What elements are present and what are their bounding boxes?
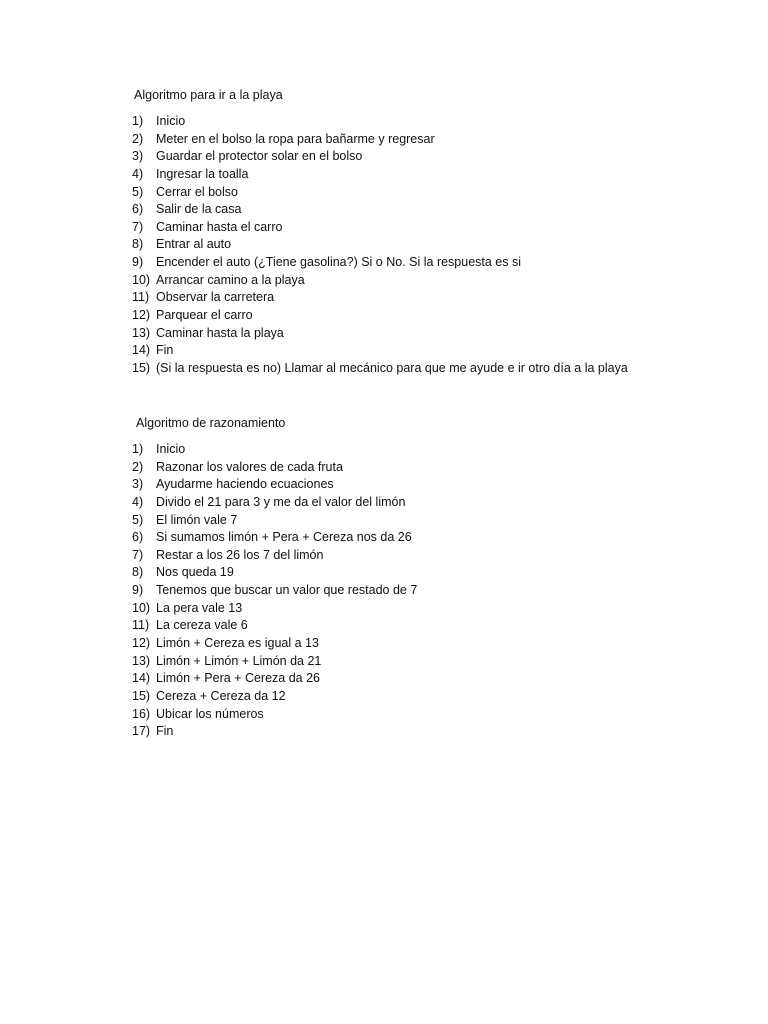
step-number: 1) <box>132 114 144 128</box>
step-text: Restar a los 26 los 7 del limón <box>156 547 324 562</box>
step-text: Caminar hasta la playa <box>156 325 284 340</box>
step-text: Si sumamos limón + Pera + Cereza nos da 26 <box>156 530 412 545</box>
step-number: 13) <box>132 325 151 340</box>
step-number: 6) <box>132 202 144 217</box>
step-number: 10) <box>132 600 151 615</box>
step-number: 17) <box>132 724 151 739</box>
step-number: 12) <box>132 636 151 651</box>
step-number: 9) <box>132 583 144 598</box>
step-number: 3) <box>132 477 144 492</box>
step-number: 15) <box>132 360 151 375</box>
step-number: 4) <box>132 494 144 509</box>
step-text: Divido el 21 para 3 y me da el valor del limón <box>156 494 406 509</box>
step-text: Guardar el protector solar en el bolso <box>156 149 363 164</box>
step-number: 4) <box>132 166 144 181</box>
step-text: Limón + Limón + Limón da 21 <box>156 653 322 668</box>
step-text: Parquear el carro <box>156 308 253 323</box>
step-number: 8) <box>132 237 144 252</box>
step-number: 3) <box>132 149 144 164</box>
step-number: 8) <box>132 565 144 580</box>
step-text: La cereza vale 6 <box>156 618 248 633</box>
step-text: Ayudarme haciendo ecuaciones <box>156 477 334 492</box>
section-title-playa: Algoritmo para ir a la playa <box>134 88 283 102</box>
step-text: Entrar al auto <box>156 237 232 252</box>
step-text: Ingresar la toalla <box>156 166 249 181</box>
step-text: Limón + Cereza es igual a 13 <box>156 636 319 651</box>
step-number: 2) <box>132 459 144 474</box>
step-text: Nos queda 19 <box>156 565 234 580</box>
step-text: Cereza + Cereza da 12 <box>156 688 286 703</box>
step-number: 9) <box>132 255 144 270</box>
step-text: Tenemos que buscar un valor que restado de 7 <box>156 583 418 598</box>
step-text: Fin <box>156 724 174 739</box>
step-text: Fin <box>156 343 174 358</box>
step-number: 5) <box>132 512 144 527</box>
step-number: 11) <box>132 290 150 305</box>
step-number: 14) <box>132 343 151 358</box>
step-number: 7) <box>132 547 144 562</box>
step-text: Ubicar los números <box>156 706 264 721</box>
step-number: 1) <box>132 442 144 456</box>
step-number: 12) <box>132 308 151 323</box>
step-text: Limón + Pera + Cereza da 26 <box>156 671 320 686</box>
step-text: Salir de la casa <box>156 202 242 217</box>
step-text: (Si la respuesta es no) Llamar al mecánico para que me ayude e ir otro día a la playa <box>156 360 628 375</box>
step-text: Encender el auto (¿Tiene gasolina?) Si o No. Si la respuesta es si <box>156 255 522 270</box>
step-text: La pera vale 13 <box>156 600 243 615</box>
step-number: 16) <box>132 706 151 721</box>
step-text: Observar la carretera <box>156 290 275 305</box>
step-number: 15) <box>132 688 151 703</box>
step-text: Cerrar el bolso <box>156 184 238 199</box>
step-number: 2) <box>132 131 144 146</box>
step-number: 14) <box>132 671 151 686</box>
step-number: 7) <box>132 219 144 234</box>
step-text: Razonar los valores de cada fruta <box>156 459 343 474</box>
step-text: El limón vale 7 <box>156 512 238 527</box>
step-text: Inicio <box>156 442 186 456</box>
step-number: 13) <box>132 653 151 668</box>
section-title-razonamiento: Algoritmo de razonamiento <box>136 416 286 430</box>
step-text: Caminar hasta el carro <box>156 219 283 234</box>
step-text: Meter en el bolso la ropa para bañarme y regresar <box>156 131 435 146</box>
step-text: Arrancar camino a la playa <box>156 272 305 287</box>
step-number: 11) <box>132 618 150 633</box>
step-number: 5) <box>132 184 144 199</box>
step-number: 10) <box>132 272 151 287</box>
step-number: 6) <box>132 530 144 545</box>
step-text: Inicio <box>156 114 186 128</box>
